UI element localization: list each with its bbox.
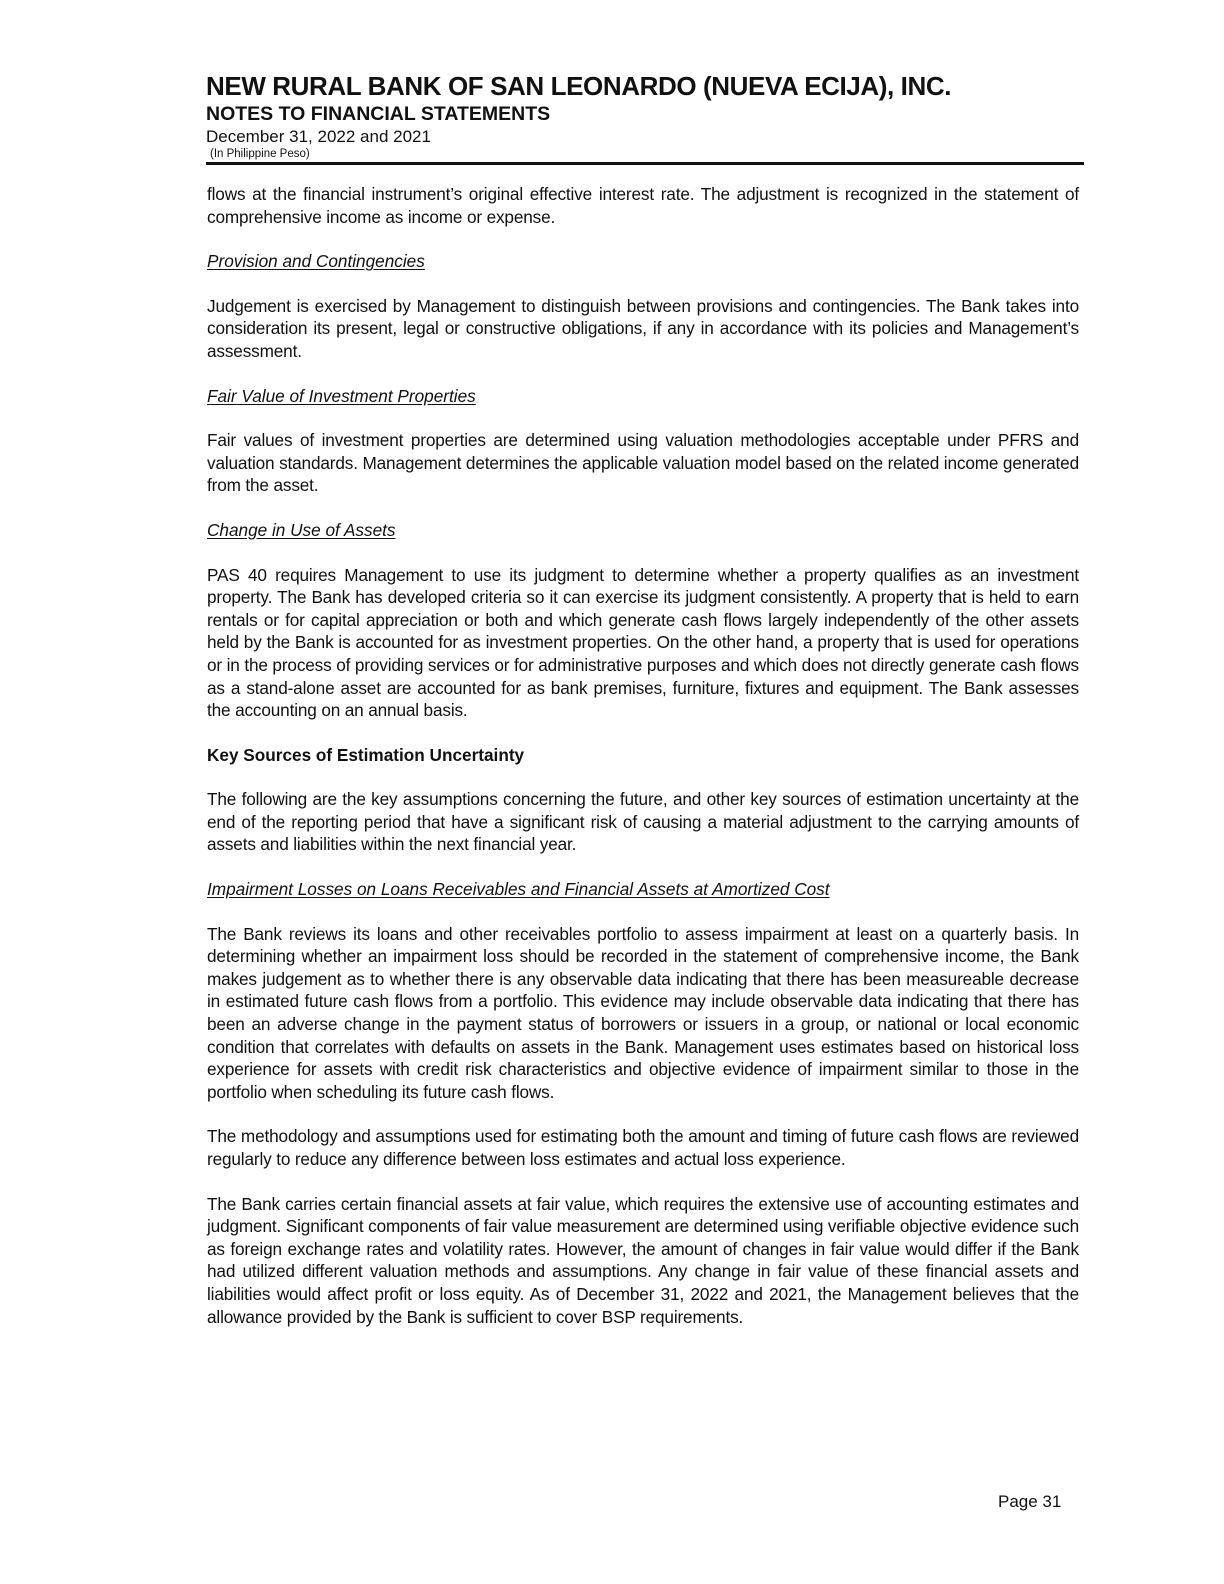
intro-paragraph: flows at the financial instrument’s original effective interest rate. The adjustment is recognized in the statement of comprehensive income as income or expense.: [207, 184, 1079, 227]
page-header: [206, 70, 1084, 161]
key-sources-heading: Key Sources of Estimation Uncertainty: [207, 744, 525, 765]
company-name: NEW RURAL BANK OF SAN LEONARDO (NUEVA ECIJA), INC.: [206, 71, 952, 101]
spacer: [207, 497, 1079, 519]
spacer: [207, 856, 1079, 878]
fair-value-heading: Fair Value of Investment Properties: [207, 385, 476, 406]
spacer: [207, 273, 1079, 295]
impairment-paragraph-3: The Bank carries certain financial assets at fair value, which requires the extensive use of accounting estimates and judgment. Significant components of fair value measurement are determined using verifiable objective evidence such as foreign exchange rates and volatility rates. However, the amount of changes in fair value would differ if the Bank had utilized different valuation methods and assumptions. Any change in fair value of these financial assets and liabilities would affect profit or loss equity. As of December 31, 2022 and 2021, the Management believes that the allowance provided by the Bank is sufficient to cover BSP requirements.: [207, 1193, 1079, 1327]
change-use-heading: Change in Use of Assets: [207, 519, 396, 540]
spacer: [207, 1103, 1079, 1125]
fair-value-paragraph: Fair values of investment properties are determined using valuation methodologies acceptable under PFRS and valuation standards. Management determines the applicable valuation model based on the related income generated from the asset.: [207, 430, 1079, 496]
spacer: [207, 228, 1079, 250]
spacer: [207, 407, 1079, 429]
provision-heading: Provision and Contingencies: [207, 251, 425, 272]
spacer: [207, 901, 1079, 923]
spacer: [207, 363, 1079, 385]
currency-note: (In Philippine Peso): [210, 148, 310, 160]
impairment-paragraph-2: The methodology and assumptions used for estimating both the amount and timing of future cash flows are reviewed regularly to reduce any difference between loss estimates and actual loss experience.: [207, 1126, 1079, 1169]
header-divider: [206, 162, 1084, 165]
impairment-heading: Impairment Losses on Loans Receivables and Financial Assets at Amortized Cost: [207, 879, 830, 900]
impairment-paragraph-1: The Bank reviews its loans and other receivables portfolio to assess impairment at least on a quarterly basis. In determining whether an impairment loss should be recorded in the statement of comprehensive income, the Bank makes judgement as to whether there is any observable data indicating that there has been measureable decrease in estimated future cash flows from a portfolio. This evidence may include observable data indicating that there has been an adverse change in the payment status of borrowers or issuers in a group, or national or local economic condition that correlates with defaults on assets in the Bank. Management uses estimates based on historical loss experience for assets with credit risk characteristics and objective evidence of impairment similar to those in the portfolio when scheduling its future cash flows.: [207, 923, 1079, 1102]
document-subtitle: NOTES TO FINANCIAL STATEMENTS: [206, 103, 551, 125]
statement-date: December 31, 2022 and 2021: [206, 127, 431, 146]
spacer: [207, 766, 1079, 788]
document-body: [207, 183, 1079, 1328]
spacer: [207, 1171, 1079, 1193]
change-use-paragraph: PAS 40 requires Management to use its judgment to determine whether a property qualifies as an investment property. The Bank has developed criteria so it can exercise its judgment consistently. A property that is held to earn rentals or for capital appreciation or both and which generate cash flows largely independently of the other assets held by the Bank is accounted for as investment properties. On the other hand, a property that is used for operations or in the process of providing services or for administrative purposes and which does not directly generate cash flows as a stand-alone asset are accounted for as bank premises, furniture, fixtures and equipment. The Bank assesses the accounting on an annual basis.: [207, 564, 1079, 721]
key-sources-paragraph: The following are the key assumptions concerning the future, and other key sources of estimation uncertainty at the end of the reporting period that have a significant risk of causing a material adjustment to the carrying amounts of assets and liabilities within the next financial year.: [207, 789, 1079, 855]
page-number: Page 31: [998, 1492, 1062, 1511]
spacer: [207, 722, 1079, 744]
provision-paragraph: Judgement is exercised by Management to distinguish between provisions and contingencies. The Bank takes into consideration its present, legal or constructive obligations, if any in accordance with its policies and Management’s assessment.: [207, 295, 1079, 361]
spacer: [207, 542, 1079, 564]
